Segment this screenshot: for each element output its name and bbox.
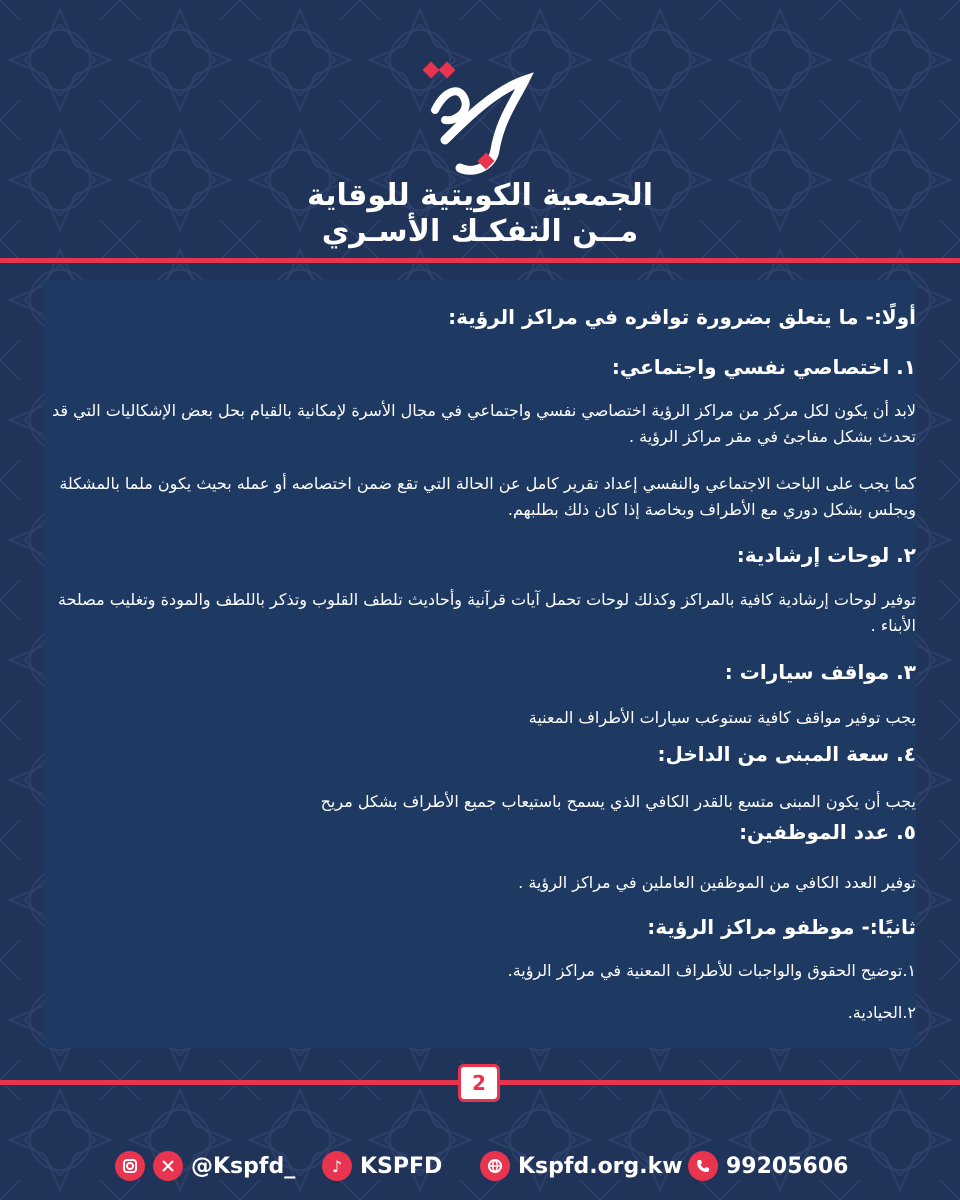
item1-paragraph2: كما يجب على الباحث الاجتماعي والنفسي إعداد تقرير كامل عن الحالة التي تقع ضمن اختصاصه أو عمله بحيث يكون ملما بالمشكلة ويجلس بشكل دوري مع الأطراف وبخاصة إذا كان ذلك بطلبهم. — [59, 474, 916, 519]
social-contact[interactable] — [115, 1150, 295, 1182]
phone-contact[interactable] — [688, 1150, 848, 1182]
item4-paragraph: يجب أن يكون المبنى متسع بالقدر الكافي الذي يسمح باستيعاب جميع الأطراف بشكل مريح — [320, 792, 916, 811]
website-contact[interactable] — [480, 1150, 683, 1182]
website-link[interactable]: Kspfd.org.kw — [518, 1153, 683, 1179]
tiktok-handle[interactable]: KSPFD — [360, 1153, 443, 1179]
phone-number[interactable]: 99205606 — [726, 1153, 849, 1179]
x-icon[interactable] — [153, 1151, 183, 1181]
section2-item2: ٢.الحيادية. — [847, 1003, 916, 1022]
header — [0, 0, 960, 255]
content — [44, 295, 916, 1045]
item5-title: ٥. عدد الموظفين: — [739, 820, 916, 844]
section2-title: ثانيًا:- موظفو مراكز الرؤية: — [647, 915, 916, 939]
phone-icon[interactable] — [688, 1151, 718, 1181]
item2-paragraph: توفير لوحات إرشادية كافية بالمراكز وكذلك لوحات تحمل آيات قرآنية وأحاديث تلطف القلوب وتذكر باللطف والمودة وتغليب مصلحة الأبناء . — [58, 590, 916, 635]
page-number: 2 — [458, 1064, 500, 1102]
instagram-icon[interactable] — [115, 1151, 145, 1181]
divider-top — [0, 258, 960, 263]
section1-title: أولًا:- ما يتعلق بضرورة توافره في مراكز الرؤية: — [448, 305, 916, 329]
item4-title: ٤. سعة المبنى من الداخل: — [657, 742, 916, 766]
item1-paragraph1: لابد أن يكون لكل مركز من مراكز الرؤية اختصاصي نفسي واجتماعي في مجال الأسرة لإمكانية بالقيام بحل بعض الإشكاليات التي قد تحدث بشكل مفاجئ في مقر مراكز الرؤية . — [52, 401, 916, 446]
item3-paragraph: يجب توفير مواقف كافية تستوعب سيارات الأطراف المعنية — [528, 708, 916, 727]
org-name-line1: الجمعية الكويتية للوقاية — [307, 178, 653, 213]
section2-item1: ١.توضيح الحقوق والواجبات للأطراف المعنية في مراكز الرؤية. — [507, 961, 916, 980]
tiktok-icon[interactable]: ♪ — [322, 1151, 352, 1181]
tiktok-contact[interactable] — [322, 1150, 442, 1182]
item3-title: ٣. مواقف سيارات : — [724, 660, 916, 684]
logo — [405, 50, 555, 180]
org-name-line2: مــن التفكـك الأسـري — [321, 214, 639, 249]
item1-title: ١. اختصاصي نفسي واجتماعي: — [611, 355, 916, 379]
item5-paragraph: توفير العدد الكافي من الموظفين العاملين في مراكز الرؤية . — [518, 873, 916, 892]
social-handle[interactable]: @Kspfd_ — [191, 1153, 296, 1179]
item2-title: ٢. لوحات إرشادية: — [736, 543, 916, 567]
globe-icon[interactable] — [480, 1151, 510, 1181]
